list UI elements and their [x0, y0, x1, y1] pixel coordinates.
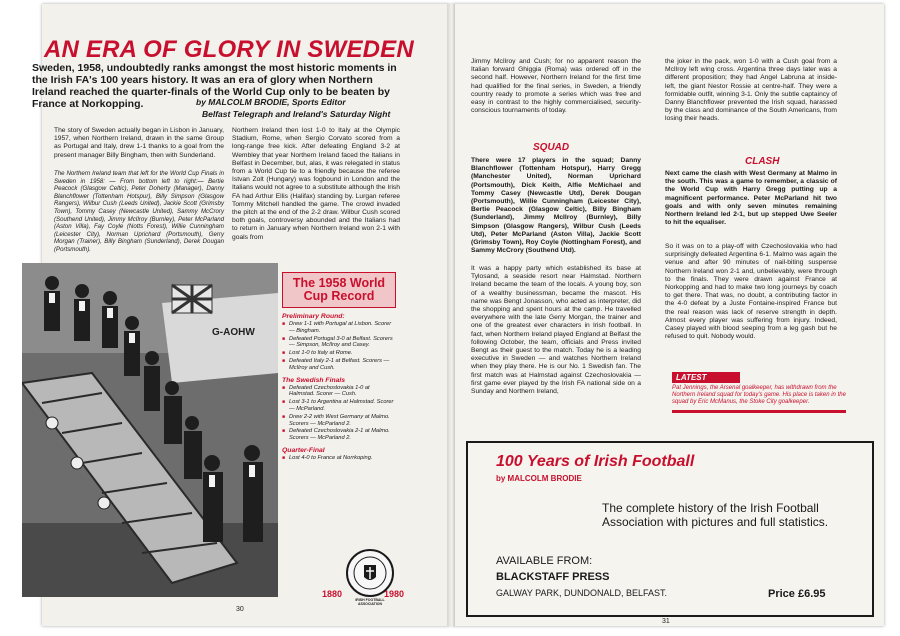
ad-publisher: BLACKSTAFF PRESS: [496, 571, 610, 583]
book-gutter: [447, 4, 455, 626]
headline: AN ERA OF GLORY IN SWEDEN: [44, 36, 414, 63]
year-start: 1880: [322, 589, 343, 599]
ad-title: 100 Years of Irish Football: [496, 453, 695, 470]
byline-paper: Belfast Telegraph and Ireland's Saturday Night: [202, 109, 391, 119]
record-title: The 1958 World Cup Record: [282, 272, 396, 308]
right-col2-top-text: the joker in the pack, won 1-0 with a Cush goal from a McIlroy left wing cross. Argentina three days later was a different proposition; they had Angel Labruna at inside-left, the giant Nestor Rossie at centre-half. They were a formidable outfit, winning 3-1. Only the subtle captaincy of Danny Blanchflower prevented the Irish squad, harassed by the class and dominance of the South Americans, from losing their heads.: [665, 58, 837, 123]
clash-heading: CLASH: [745, 156, 780, 167]
record-item: ■ Drew 2-2 with West Germany at Malmo. Scorers — McParland 2.: [282, 414, 396, 428]
record-item: ■ Defeated Czechoslovakia 2-1 at Malmo. Scorers — McParland 2.: [282, 428, 396, 442]
quarter-final-heading: Quarter-Final: [282, 446, 325, 454]
byline: by MALCOLM BRODIE, Sports Editor: [196, 97, 346, 107]
ad-byline: by MALCOLM BRODIE: [496, 474, 582, 483]
squad-heading: SQUAD: [533, 142, 570, 153]
right-col2-bottom-text: So it was on to a play-off with Czechoslovakia who had surprisingly defeated Argentina 6-1. Malmo was again the venue and after 90 minutes of nail-biting suspense Northern Ireland won 2-1 and, unbelievably, were through to the finals. They were drawn against France at Norkopping and had to make two long journeys by coach to get there. That was, no doubt, a contributing factor in the 4-0 defeat by a Juste Fontaine-inspired France but the real reason was lack of reserve strength in depth. Almost every player was suffering from injury. Indeed, Casey played with blood seeping from a leg gash but he refused to quit. Nobody would.: [665, 243, 837, 341]
plane-registration: G-AOHW: [212, 327, 255, 338]
left-col1-text: The story of Sweden actually began in Lisbon in January, 1957, when Northern Ireland, drawn in the same Group as Portugal and Italy, drew 1-1 thanks to a goal from the present manager Billy Bingham, then with Sunderland.: [54, 127, 224, 159]
latest-box: [672, 372, 846, 438]
record-item: ■ Defeated Portugal 3-0 at Belfast. Scorers — Simpson, McIlroy and Casey.: [282, 336, 396, 350]
right-col1-top-text: Jimmy McIlroy and Cush; for no apparent reason the Italian forward Ghiggia (Roma) was ordered off in the second half. However, Northern Ireland for the first time had qualified for the final series, in Sweden, a friendly country ready to promote a series which was free and easy in contrast to the highly commercialised, security-conscious tournaments of today.: [471, 58, 641, 115]
prelim-heading: Preliminary Round:: [282, 313, 345, 320]
crest-text: IRISH FOOTBALL ASSOCIATION: [355, 598, 385, 606]
latest-label: LATEST: [672, 372, 740, 383]
team-photo-illustration: [22, 263, 278, 597]
record-item: ■ Defeated Czechoslovakia 1-0 at Halmstad. Scorer — Cush.: [282, 385, 396, 399]
record-item: ■ Defeated Italy 2-1 at Belfast. Scorers — McIlroy and Cush.: [282, 358, 396, 372]
finals-heading: The Swedish Finals: [282, 376, 346, 384]
squad-text: There were 17 players in the squad; Danny Blanchflower (Tottenham Hotspur), Harry Gregg (Manchester United), Norman Uprichard (Portsmouth), Dick Keith, Alfie McMichael and Tommy Casey (Newcastle Utd), Derek Dougan (Portsmouth), Willie Cunningham (Leicester City), Bertie Peacock (Glasgow Celtic), Billy Bingham (Sunderland), Jimmy McIlroy (Burnley), Billy Simpson (Glasgow Rangers), Wilbur Cush (Leeds Utd), Peter McParland (Aston Villa), Jackie Scott (Grimsby Town), Roy Coyle (Nottingham Forest), and Sammy McCrory (Southend Utd).: [471, 157, 641, 255]
photo-caption: The Northern Ireland team that left for the World Cup Finals in Sweden in 1958: — From bottom left to right:— Bertie Peacock (Glasgow Celtic), Peter Doherty (Manager), Danny Blanchflower (Tottenham Hotspur), Billy Simpson (Glasgow Rangers), Wilbur Cush (Leeds United), Jackie Scott (Grimsby Town), Tommy Casey (Newcastle United), Sammy McCrory (Southend United), Jimmy McIlroy (Burnley), Peter McParland (Aston Villa), Fay Coyle (Notts Forest), Willie Cunningham (Leicester City), Norman Uprichard (Portsmouth), Gerry Morgan (Trainer), Billy Bingham (Sunderland), Derek Dougan (Portsmouth).: [54, 170, 224, 253]
record-item: ■ Lost 4-0 to France at Norrkoping.: [282, 455, 396, 462]
intro-paragraph: Sweden, 1958, undoubtedly ranks amongst the most historic moments in the Irish FA's 100 years history. It was an era of glory when Northern Ireland reached the quarter-finals of the World Cup only to be beaten by France at Norkopping.: [32, 62, 397, 110]
clash-text: Next came the clash with West Germany at Malmo in the south. This was a game to remember, a classic of the World Cup with Harry Gregg putting up a magnificent performance. Peter McParland hit two goals and with only seven minutes remaining Northern Ireland led 2-1, but up stepped Uwe Seeler to hit the equaliser.: [665, 170, 837, 227]
latest-rule: [672, 410, 846, 413]
ad-price: Price £6.95: [768, 588, 826, 600]
right-col1-bottom-text: It was a happy party which established its base at Tylosand, a seaside resort near Halmstad. Northern Ireland became the team of the locals. A young boy, son of a wealthy businessman, became the mascot. His name was Bengt Jonasson, who acted as interpreter, did the shopping and spent hours at the camp. He travelled everywhere with the late Gerry Morgan, the trainer and one of the greatest ever characters in Irish football. In fact, when Northern Ireland played England at Belfast the following October, the team, officials and Press invited Bengt as their guest to the match. Today he is a leading executive in Sweden — and watches Northern Ireland when they play there. He is our No. 1 Swedish fan. The first match was at Halmstad against Czechoslovakia — first game ever played by the Irish FA national side on a Sunday and Northern Ireland,: [471, 265, 641, 396]
page-number-left: 30: [236, 606, 244, 613]
record-item: ■ Lost 3-1 to Argentina at Halmstad. Scorer — McParland.: [282, 399, 396, 413]
ad-description: The complete history of the Irish Football Association with pictures and full statistics.: [602, 501, 829, 529]
record-item: ■ Drew 1-1 with Portugal at Lisbon. Scorer — Bingham.: [282, 321, 396, 335]
world-cup-record-box: [282, 272, 396, 462]
page-number-right: 31: [662, 618, 670, 625]
left-col2-text: Northern Ireland then lost 1-0 to Italy at the Olympic Stadium, Rome, when Sergio Corvato scored from a long-range free kick. After defeating England 3-2 at Wembley that year Northern Ireland faced the Italians in Belfast in December, but, alas, it was relegated in status from a World Cup tie to a friendly because the referee Istvan Zolt (Hungary) was fogbound in London and the Italians would not agree to a substitute although the Irish FA had Arthur Ellis (Halifax) standing by. Lurgan referee Tommy Mitchell handled the game. The crowd invaded the pitch at the end of the 2-2 draw. Wilbur Cush scored both goals, controversy abounded and the Italians had to return in January when Northern Ireland won 2-1 with goals from: [232, 127, 400, 241]
ad-address: GALWAY PARK, DUNDONALD, BELFAST.: [496, 588, 668, 598]
team-photo: [22, 263, 278, 597]
ad-available: AVAILABLE FROM:: [496, 555, 593, 567]
latest-text: Pat Jennings, the Arsenal goalkeeper, has withdrawn from the Northern Ireland squad for today's game. His place is taken in the squad by Eric McManus, the Stoke City goalkeeper.: [672, 385, 846, 406]
book-advert: [466, 441, 874, 617]
year-end: 1980: [384, 589, 405, 599]
record-item: ■ Lost 1-0 to Italy at Rome.: [282, 350, 396, 357]
